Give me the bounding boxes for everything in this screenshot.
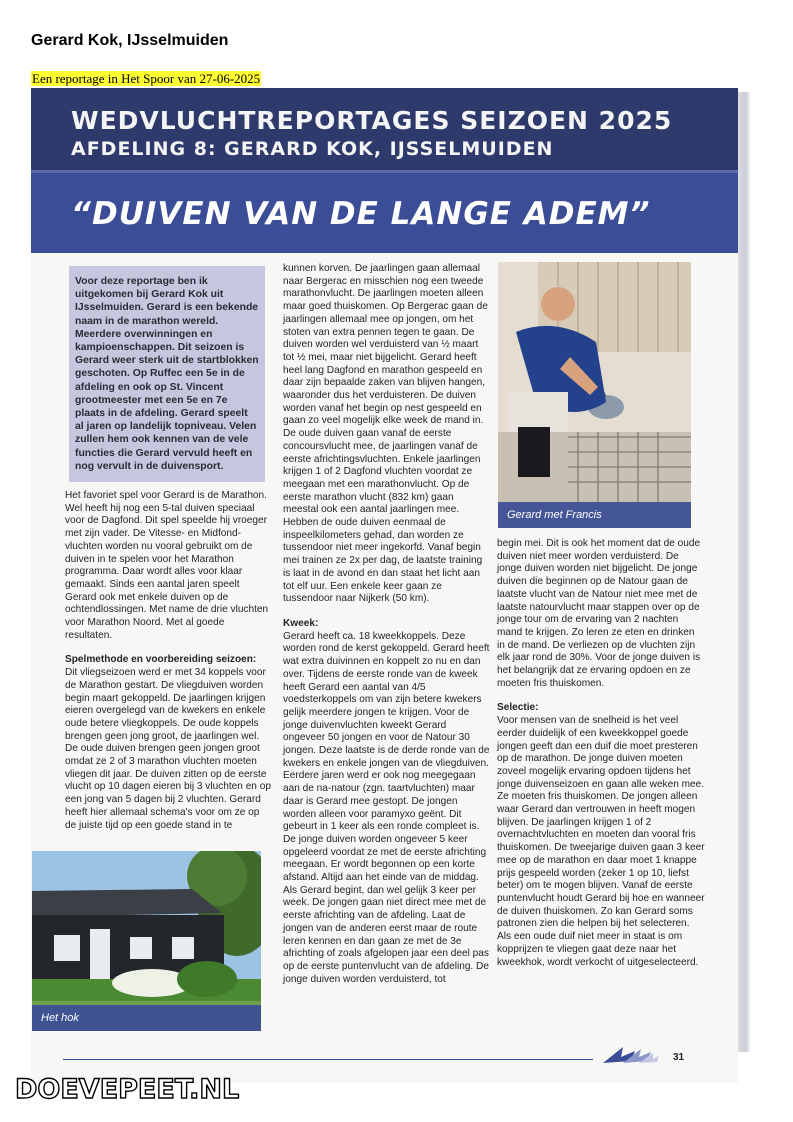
headline-band bbox=[31, 173, 738, 253]
watermark-doevepeet: DOEVEPEET.NL bbox=[15, 1074, 240, 1105]
document-subtitle: Een reportage in Het Spoor van 27-06-2025 bbox=[32, 71, 261, 86]
header-band bbox=[31, 88, 738, 170]
column-2-paragraph-2: Gerard heeft ca. 18 kweekkoppels. Deze worden rond de kerst gekoppeld. Gerard heeft wat extra duivinnen en koppelt zo nu en dan over. Tijdens de eerste ronde van de kweek heeft Gerard een aantal van 4/5 voedsterkoppels om van zijn betere kwekers gelijk meerdere jongen te krijgen. Voor de jonge duivenvluchten kweekt Gerard ongeveer 50 jongen en voor de Natour 30 jongen. Deze laatste is de derde ronde van de kwekers en enkele jongen van de vliegduiven. Eerdere jaren werd er ook nog meegegaan aan de na-natour (zgn. taartvluchten) maar daar is Gerard mee gestopt. De jongen worden alleen voor paramyxo geënt. Dit gebeurt in 1 keer als een ronde compleet is. bbox=[283, 630, 490, 833]
series-title: WEDVLUCHTREPORTAGES SEIZOEN 2025 bbox=[71, 106, 673, 135]
intro-box bbox=[69, 266, 265, 482]
column-2-paragraph-3: De jonge duiven worden ongeveer 5 keer opgeleerd voordat ze met de eerste africhting meegaan. Er wordt begonnen op een korte afstand. Altijd aan het einde van de middag. Als Gerard begint, dan wel gelijk 3 keer per week. De jongen gaan niet direct mee met de eerste africhting van de afdeling. Laat de jongen van de anderen eerst maar de route leren kennen en dan gaan ze met de 3e africhting of zoals afgelopen jaar een deel pas op de eerste puntenvlucht van de afdeling. De jonge duiven worden verduisterd, tot bbox=[283, 833, 489, 985]
column-2-paragraph-1: kunnen korven. De jaarlingen gaan allemaal naar Bergerac en misschien nog een tweede marathonvlucht. De jaarlingen moeten alleen maar goed thuiskomen. Op Bergerac gaan de jaarlingen allemaal mee op jongen, om het stoten van extra pennen tegen te gaan. De duiven worden wel verduisterd van ½ maart tot ½ mei, maar niet bijgelicht. Gerard heeft heel lang Dagfond en marathon gespeeld en daar zijn bepaalde zaken van blijven hangen, waaronder dus het verduisteren. De duiven worden vanaf het begin op nest gespeeld en gaan zo veel mogelijk elke week de mand in. De oude duiven gaan vanaf de eerste concoursvlucht mee, de jaarlingen vanaf de eerste africhtingsvluchten. Enkele jaarlingen krijgen 1 of 2 Dagfond vluchten voordat ze meegaan met een marathonvlucht. Op de eerste marathon vlucht (832 km) gaan meestal ook een aantal jaarlingen mee. Hebben de oude duiven eenmaal de inspeelkilometers gehad, dan worden ze tussendoor niet meer ingekorfd. Vanaf begin mei trainen ze 2x per dag, de laatste training is laat in de avond en dan staat het licht aan tot elf uur. Een enkele keer gaan ze tussendoor naar Nijkerk (50 km). bbox=[283, 263, 488, 605]
magazine-page-edge bbox=[738, 92, 750, 1052]
column-1 bbox=[65, 490, 271, 844]
column-3-paragraph-2: Voor mensen van de snelheid is het veel eerder duidelijk of een kweekkoppel goede jongen geeft dan een duif die moet presteren op de marathon. De jonge duiven moeten zoveel mogelijk ervaring opdoen tijdens het jonge duivenseizoen en gaan alle weken mee. Ze moeten fris thuiskomen. De jongen alleen waar Gerard dan vertrouwen in heeft mogen blijven. De jaarlingen krijgen 1 of 2 overnachtvluchten en moeten dan vooral fris thuiskomen. De tweejarige duiven gaan 3 keer mee op de marathon en daar moet 1 knappe prijs gespeeld worden (zeker 1 op 10, liefst beter) om te mogen blijven. Vanaf de eerste puntenvlucht houdt Gerard bij hoe en wanneer de duiven thuiskomen. Zo kan Gerard soms patronen zien die helpen bij het selecteren. Als een oude duif niet meer in staat is om kopprijzen te vliegen gaat deze naar het kweekhok, wordt verkocht of uitgeselecteerd. bbox=[497, 715, 705, 968]
section-title: AFDELING 8: GERARD KOK, IJSSELMUIDEN bbox=[71, 138, 554, 160]
footer-pigeon-logo-icon bbox=[601, 1043, 661, 1070]
intro-text: Voor deze reportage ben ik uitgekomen bij Gerard Kok uit IJsselmuiden. Gerard is een bekende naam in de marathon wereld. Meerdere overwinningen en kampioenschappen. Dit seizoen is Gerard weer sterk uit de startblokken geschoten. Op Ruffec een 5e in de afdeling en ook op St. Vincent grootmeester met een 5e en 7e plaats in de afdeling. Gerard speelt al jaren op landelijk topniveau. Velen zullen hem ook kennen van de vele functies die Gerard vervuld heeft en nog vervult in de duivensport. bbox=[75, 276, 259, 472]
photo-gerard-met-francis bbox=[498, 262, 691, 528]
column-3-heading: Selectie: bbox=[497, 702, 539, 714]
column-3-paragraph-1: begin mei. Dit is ook het moment dat de oude duiven niet meer worden verduisterd. De jonge duiven worden niet bijgelicht. De jonge duiven die beginnen op de Natour gaan de laatste vlucht van de Natour niet mee met de laatste natourvlucht maar stappen over op de jonge tour om de ervaring van 2 nachten mand te krijgen. Zo leren ze eten en drinken in de mand. De verliezen op de vluchten zijn elk jaar rond de 30%. Voor de jonge duiven is het belangrijk dat ze ervaring opdoen en ze moeten fris thuiskomen. bbox=[497, 538, 701, 689]
photo-caption-hok: Het hok bbox=[32, 1005, 261, 1031]
column-1-paragraph-2: Dit vliegseizoen werd er met 34 koppels voor de Marathon gestart. De vliegduiven worden begin maart gekoppeld. De jaarlingen krijgen eieren overgelegd van de kwekers en enkele oude betere vliegkoppels. De oude koppels brengen geen jong groot, de jaarlingen wel. De oude duiven brengen geen jongen groot omdat ze 2 of 3 marathon vluchten moeten vliegen dit jaar. De duiven zitten op de eerste vlucht op 10 dagen eieren bij 3 vluchten en op een jong van 5 dagen bij 2 vluchten. Gerard heeft hier allemaal schema's voor om ze op de juiste tijd op een goede stand in te bbox=[65, 667, 271, 831]
portrait-illustration bbox=[498, 262, 691, 528]
footer-rule bbox=[63, 1059, 593, 1060]
photo-het-hok bbox=[32, 851, 261, 1031]
photo-caption-gerard: Gerard met Francis bbox=[498, 502, 691, 528]
column-1-heading: Spelmethode en voorbereiding seizoen: bbox=[65, 654, 257, 666]
column-2 bbox=[283, 263, 491, 998]
column-2-heading: Kweek: bbox=[283, 617, 319, 629]
document-title: Gerard Kok, IJsselmuiden bbox=[31, 32, 229, 49]
column-3 bbox=[497, 538, 705, 981]
article-headline: “DUIVEN VAN DE LANGE ADEM” bbox=[71, 196, 651, 232]
column-1-paragraph-1: Het favoriet spel voor Gerard is de Marathon. Wel heeft hij nog een 5-tal duiven speciaal voor de Dagfond. Dit spel speelde hij vroeger met zijn vader. De Vitesse- en Midfond-vluchten worden nu vooral gebruikt om de duiven in te spelen voor het Marathon programma. Daar wordt alles voor klaar gemaakt. Sinds een aantal jaren speelt Gerard ook met enkele duiven op de ochtendlossingen. Met name de drie vluchten voor Marathon Noord. Met al goede resultaten. bbox=[65, 490, 269, 641]
loft-illustration bbox=[32, 851, 261, 1031]
page-number: 31 bbox=[673, 1052, 685, 1063]
magazine-page bbox=[31, 88, 738, 1083]
